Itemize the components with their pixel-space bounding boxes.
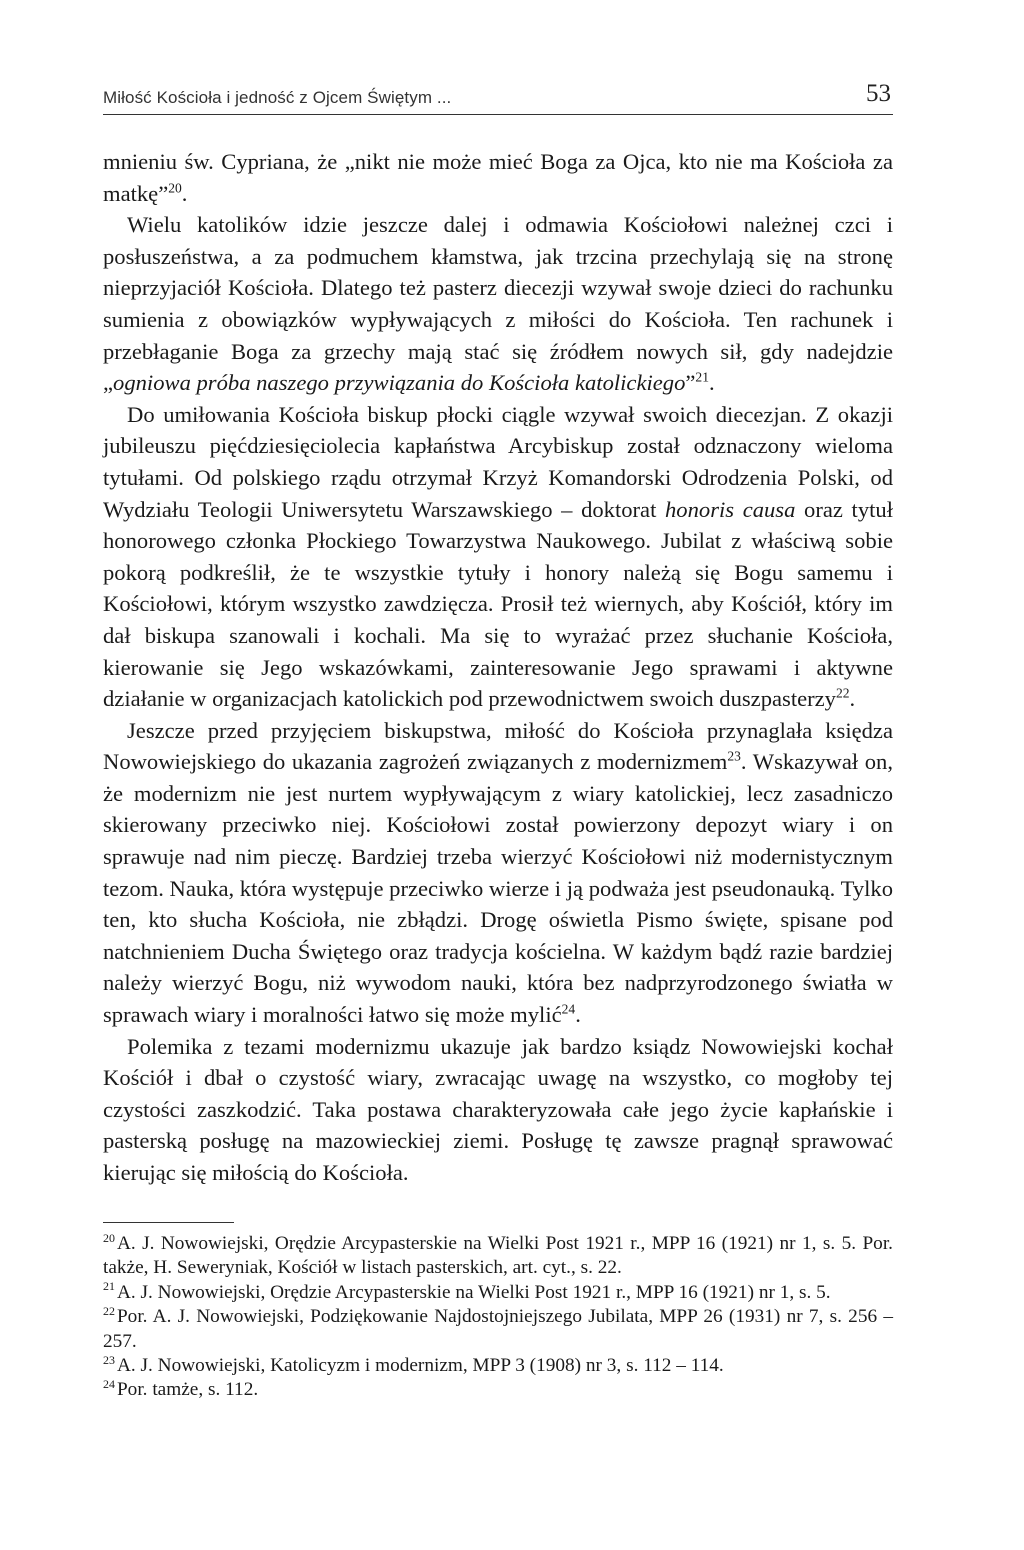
footnote-21: $^{21}$ A. J. Nowowiejski, Orędzie Arcypasterskie na Wielki Post 1921 r., MPP 16 (1921) nr 1, s. 5. (103, 1279, 831, 1303)
footnote-ref-21[interactable]: 21 (695, 369, 709, 385)
quote-italic: ogniowa próba naszego przywiązania do Kościoła katolickiego (113, 370, 686, 396)
footnote-ref-22[interactable]: 22 (835, 685, 850, 701)
footnote-20: $^{20}$ A. J. Nowowiejski, Orędzie Arcypasterskie na Wielki Post 1921 r., MPP 16 (1921) nr 1, s. 5. Por. także, H. Seweryniak, Kościół w listach pasterskich, art. cyt., s. 22. (103, 1230, 893, 1279)
paragraph-2: Wielu katolików idzie jeszcze dalej i odmawia Kościołowi należnej czci i posłuszeństwa, a za podmuchem kłamstwa, jak trzcina przechylają się na stronę nieprzyjaciół Kościoła. Dlatego też pasterz diecezji wzywał swoje dzieci do rachunku sumienia z obowiązków wypływających z miłości do Kościoła. Ten rachunek i przebłaganie Boga za grzechy mają stać się źródłem nowych sił, gdy nadejdzie „ogniowa próba naszego przywiązania do Kościoła katolickiego”$^{21}$. (103, 212, 893, 396)
honoris-causa-italic: honoris causa (665, 496, 796, 522)
paragraph-3: Do umiłowania Kościoła biskup płocki ciągle wzywał swoich diecezjan. Z okazji jubileuszu pięćdziesięciolecia kapłaństwa Arcybiskup został odznaczony wieloma tytułami. Od polskiego rządu otrzymał Krzyż Komandorski Odrodzenia Polski, od Wydziału Teologii Uniwersytetu Warszawskiego – doktorat honoris causa oraz tytuł honorowego członka Płockiego Towarzystwa Naukowego. Jubilat z właściwą sobie pokorą podkreślił, że te wszystkie tytuły i honory należą się Bogu samemu i Kościołowi, którym wszystko zawdzięcza. Prosił też wiernych, aby Kościół, który im dał biskupa szanowali i kochali. Ma się to wyrażać przez słuchanie Kościoła, kierowanie się Jego wskazówkami, zainteresowanie Jego sprawami i aktywne działanie w organizacjach katolickich pod przewodnictwem swoich duszpasterzy$^{22}$. (103, 401, 893, 712)
footnote-23: $^{23}$ A. J. Nowowiejski, Katolicyzm i modernizm, MPP 3 (1908) nr 3, s. 112 – 114. (103, 1352, 724, 1377)
footnote-ref-23[interactable]: 23 (727, 748, 741, 764)
paragraph-1: mnieniu św. Cypriana, że „nikt nie może mieć Boga za Ojca, kto nie ma Kościoła za matkę”$^{20}$. (103, 149, 893, 206)
paragraph-5: Polemika z tezami modernizmu ukazuje jak bardzo ksiądz Nowowiejski kochał Kościół i dbał o czystość wiary, zwracając uwagę na wszystko, co mogłoby tej czystości zaszkodzić. Taka postawa charakteryzowała całe jego życie kapłańskie i pasterską posługę na mazowieckiej ziemi. Posługę tę zawsze pragnął sprawować kierując się miłością do Kościoła. (103, 1033, 893, 1185)
running-title: Miłość Kościoła i jedność z Ojcem Świętym ... (103, 88, 452, 107)
main-text (103, 146, 893, 1189)
footnotes (103, 1232, 893, 1403)
paragraph-4: Jeszcze przed przyjęciem biskupstwa, miłość do Kościoła przynaglała księdza Nowowiejskiego do ukazania zagrożeń związanych z modernizmem$^{23}$. Wskazywał on, że modernizm nie jest nurtem wypływającym z wiary katolickiej, lecz zasadniczo skierowany przeciwko niej. Kościołowi został powierzony depozyt wiary i on sprawuje nad nim pieczę. Bardziej trzeba wierzyć Kościołowi niż modernistycznym tezom. Nauka, która występuje przeciwko wierze i ją podważa jest pseudonauką. Tylko ten, kto słucha Kościoła, nie zbłądzi. Drogę oświetla Pismo święte, spisane pod natchnieniem Ducha Świętego oraz tradycja kościelna. W każdym bądź razie bardziej należy wierzyć Bogu, niż wywodom nauki, która bez nadprzyrodzonego światła w sprawach wiary i moralności łatwo się może mylić$^{24}$. (103, 717, 894, 1028)
footnote-22: $^{22}$ Por. A. J. Nowowiejski, Podziękowanie Najdostojniejszego Jubilata, MPP 26 (1931) nr 7, s. 256 – 257. (103, 1303, 893, 1352)
document-page (103, 0, 893, 1550)
page-number: 53 (866, 80, 891, 107)
footnote-ref-20[interactable]: 20 (168, 180, 182, 196)
page-header (103, 80, 893, 115)
footnote-separator (103, 1222, 234, 1223)
footnote-ref-24[interactable]: 24 (561, 1001, 576, 1017)
footnote-24: $^{24}$ Por. tamże, s. 112. (103, 1377, 259, 1401)
